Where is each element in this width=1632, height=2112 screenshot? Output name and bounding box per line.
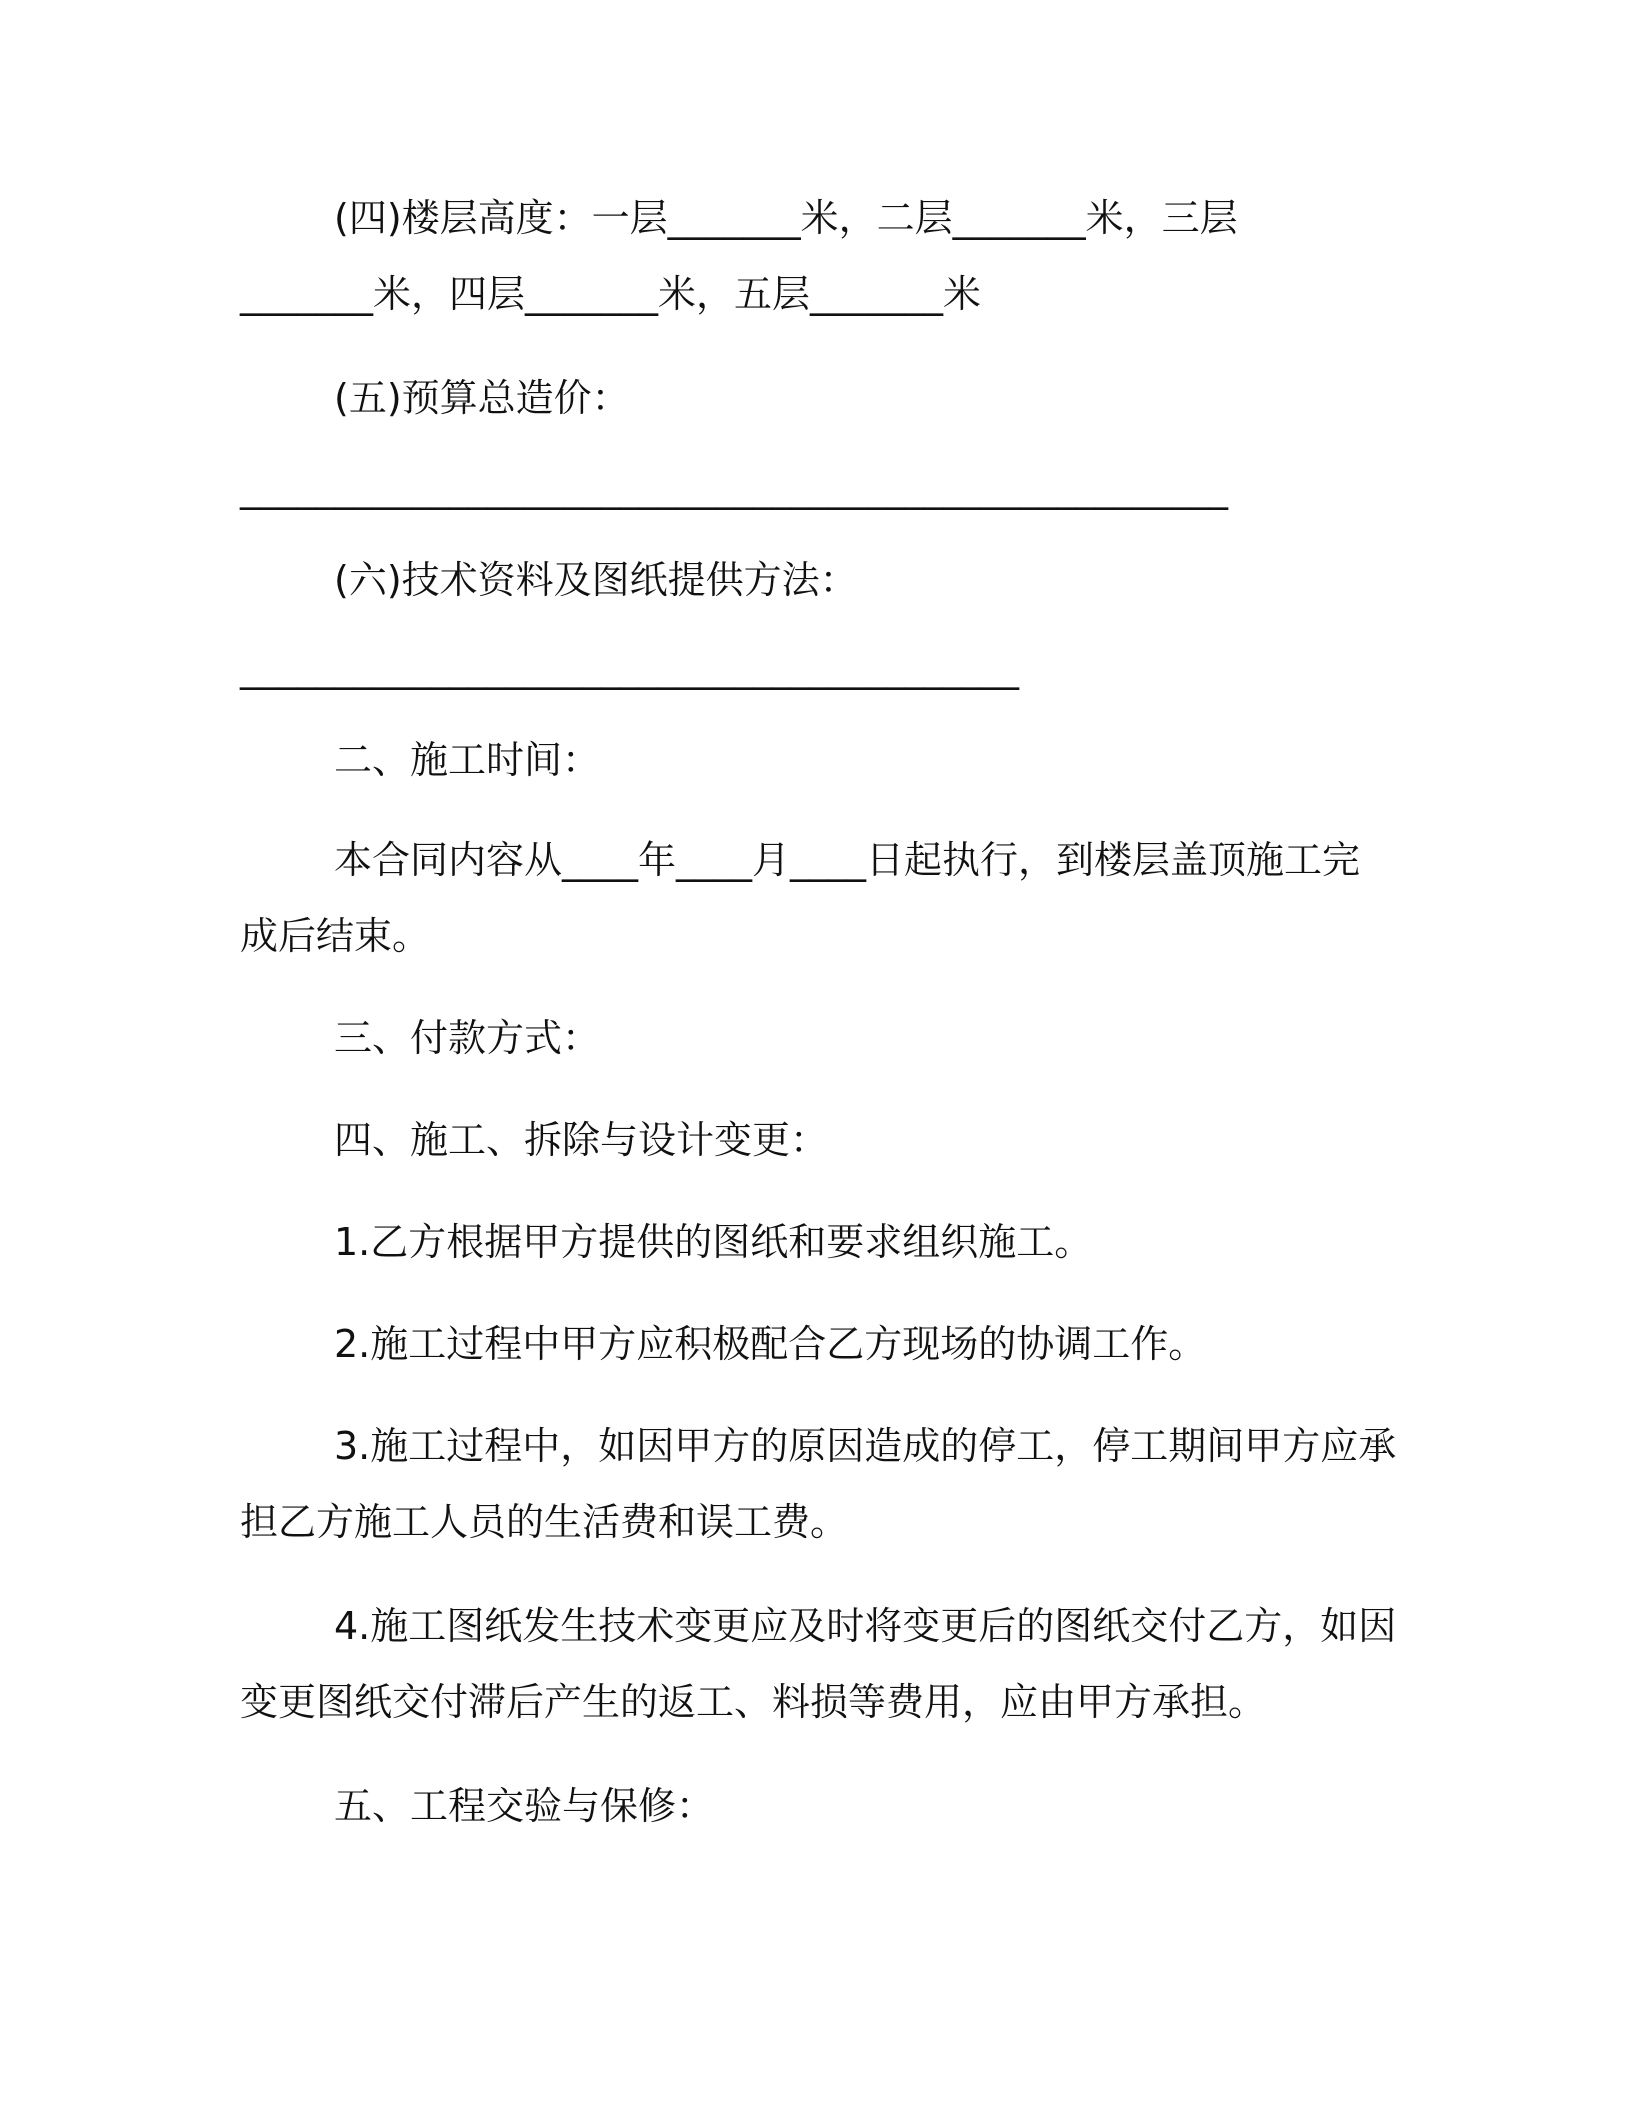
floor-height-line-2: _______米，四层_______米，五层_______米 [240, 272, 982, 316]
construction-time-line-1: 本合同内容从____年____月____日起执行，到楼层盖顶施工完 [334, 838, 1361, 882]
section-heading-acceptance-warranty: 五、工程交验与保修： [334, 1784, 715, 1828]
clause-4-line-2: 变更图纸交付滞后产生的返工、料损等费用，应由甲方承担。 [240, 1680, 1267, 1724]
tech-docs-label: (六)技术资料及图纸提供方法： [334, 558, 858, 602]
section-heading-changes: 四、施工、拆除与设计变更： [334, 1118, 829, 1162]
clause-2: 2.施工过程中甲方应积极配合乙方现场的协调工作。 [334, 1322, 1207, 1366]
clause-3-line-2: 担乙方施工人员的生活费和误工费。 [240, 1500, 849, 1544]
floor-height-line-1: (四)楼层高度：一层_______米，二层_______米，三层 [334, 196, 1238, 240]
budget-blank-line: ____________________________________________________ [240, 466, 1228, 510]
clause-3-line-1: 3.施工过程中，如因甲方的原因造成的停工，停工期间甲方应承 [334, 1424, 1397, 1468]
clause-4-line-1: 4.施工图纸发生技术变更应及时将变更后的图纸交付乙方，如因 [334, 1604, 1397, 1648]
budget-label: (五)预算总造价： [334, 376, 630, 420]
clause-1: 1.乙方根据甲方提供的图纸和要求组织施工。 [334, 1220, 1093, 1264]
construction-time-line-2: 成后结束。 [240, 914, 431, 958]
section-heading-payment: 三、付款方式： [334, 1016, 601, 1060]
section-heading-construction-time: 二、施工时间： [334, 738, 601, 782]
tech-docs-blank-line: _________________________________________ [240, 646, 1019, 690]
